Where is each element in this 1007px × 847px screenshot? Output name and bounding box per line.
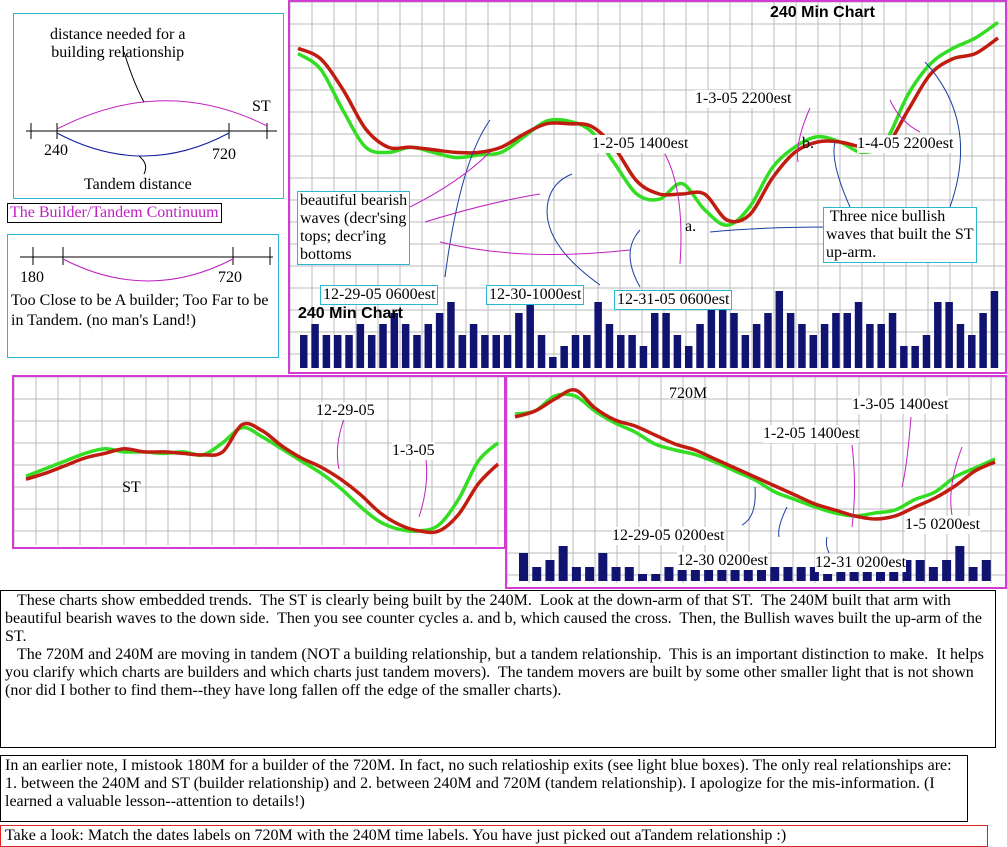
- volume-bar: [447, 302, 455, 368]
- bullish-waves-note: Three nice bullish waves that built the ST up-arm.: [823, 207, 977, 263]
- volume-bar: [560, 346, 568, 368]
- st-label: ST: [122, 479, 141, 496]
- volume-bar: [311, 324, 319, 368]
- volume-bar: [640, 346, 648, 368]
- volume-bar: [402, 324, 410, 368]
- volume-bar: [651, 574, 660, 581]
- label-1-5: 1-5 0200est: [905, 516, 981, 533]
- pointer-12-29: [337, 419, 344, 469]
- volume-bar: [942, 560, 951, 581]
- volume-bar: [968, 335, 976, 368]
- pointer-bearish-1: [425, 194, 540, 222]
- volume-bar: [900, 346, 908, 368]
- volume-bar: [662, 313, 670, 368]
- volume-bar: [606, 324, 614, 368]
- explanation-p1: These charts show embedded trends. The ST is clearly being built by the 240M. Look at the down-arm of that ST. The 240M built that arm with beautiful bearish waves to the down side. Then you see counter cycles a. and b, which caused the cross. Then, the Bullish waves built the up-arm of the ST.: [5, 592, 986, 645]
- volume-bar: [504, 335, 512, 368]
- label-1-2-05: 1-2-05 1400est: [763, 425, 860, 442]
- volume-bar: [753, 324, 761, 368]
- series-red-line: [26, 423, 498, 532]
- volume-bar: [934, 302, 942, 368]
- distance-arc: [57, 101, 267, 129]
- volume-bar: [572, 567, 581, 581]
- volume-bar: [334, 335, 342, 368]
- volume-bar: [855, 302, 863, 368]
- volume-bar: [929, 567, 938, 581]
- volume-bar: [651, 313, 659, 368]
- volume-bar: [911, 346, 919, 368]
- volume-bar: [764, 313, 772, 368]
- volume-bar: [877, 324, 885, 368]
- chart-720-panel: [505, 375, 1007, 589]
- label-12-31-05: 12-31-05 0600est: [614, 290, 732, 310]
- label-12-29-05: 12-29-05: [316, 402, 375, 419]
- volume-bar: [559, 546, 568, 581]
- volume-bar: [982, 560, 991, 581]
- tandem-distance-label: Tandem distance: [84, 176, 192, 193]
- continuum-title: The Builder/Tandem Continuum: [7, 203, 222, 223]
- volume-240-title: 240 Min Chart: [298, 305, 403, 322]
- bearish-waves-note: beautiful bearish waves (decr'sing tops; decr'ing bottoms: [297, 191, 410, 265]
- volume-bar: [625, 567, 634, 581]
- distance-label: distance needed for a building relationship: [50, 26, 186, 61]
- label-12-30: 12-30 0200est: [677, 552, 769, 569]
- volume-bar: [526, 302, 534, 368]
- volume-bar: [730, 313, 738, 368]
- pointer-12-29: [445, 120, 490, 277]
- volume-bar: [957, 324, 965, 368]
- volume-bar: [470, 324, 478, 368]
- volume-bar: [585, 567, 594, 581]
- tandem-arc: [57, 133, 229, 156]
- volume-bar: [583, 335, 591, 368]
- volume-bar: [955, 546, 964, 581]
- volume-bar: [617, 335, 625, 368]
- volume-bar: [515, 313, 523, 368]
- label-1-3-05: 1-3-05 1400est: [852, 396, 949, 413]
- explanation-p2: The 720M and 240M are moving in tandem (NOT a building relationship, but a tandem relationship. This is an important distinction to make. It helps you clarify which charts are builders and which charts just tandem movers). The tandem movers are built by some other smaller light that is not shown (nor did I bother to find them--they have long fallen off the edge of the smaller charts).: [5, 646, 988, 699]
- noman-box: [7, 234, 279, 358]
- volume-bar: [425, 324, 433, 368]
- tandem-pointer: [139, 156, 146, 174]
- volume-bar: [368, 335, 376, 368]
- st-label: ST: [252, 98, 271, 115]
- volume-bar: [594, 302, 602, 368]
- tick-240-label: 240: [44, 142, 68, 159]
- volume-bar: [628, 335, 636, 368]
- takeaway-text: Take a look: Match the dates labels on 720M with the 240M time labels. You have just picked out aTandem relationship :): [0, 825, 988, 847]
- tick-180-label: 180: [20, 269, 44, 286]
- volume-bar: [674, 335, 682, 368]
- volume-bar: [545, 560, 554, 581]
- volume-bar: [823, 574, 832, 581]
- volume-bar: [923, 335, 931, 368]
- volume-bar: [572, 335, 580, 368]
- volume-bar: [549, 357, 557, 368]
- volume-bar: [843, 313, 851, 368]
- volume-bar: [664, 567, 673, 581]
- explanation-text: [0, 590, 996, 748]
- pointer-12-31: [630, 230, 640, 287]
- volume-bar: [889, 313, 897, 368]
- volume-bar: [945, 302, 953, 368]
- volume-bar: [708, 302, 716, 368]
- volume-bar: [770, 567, 779, 581]
- volume-bar: [459, 335, 467, 368]
- volume-bar: [323, 335, 331, 368]
- volume-bar: [787, 313, 795, 368]
- annotation-1-2-05: 1-2-05 1400est: [592, 135, 689, 152]
- label-12-29-05: 12-29-05 0200est: [612, 527, 725, 544]
- label-12-30: 12-30-1000est: [486, 285, 584, 305]
- annotation-1-4-05: 1-4-05 2200est: [857, 135, 954, 152]
- pointer-12-31: [826, 537, 829, 553]
- volume-bar: [866, 324, 874, 368]
- label-12-29-05: 12-29-05 0600est: [320, 285, 438, 305]
- volume-bar: [379, 324, 387, 368]
- volume-bar: [742, 335, 750, 368]
- builder-diagram-box: [13, 13, 284, 199]
- volume-bar: [685, 346, 693, 368]
- chart-240-panel: [288, 0, 1007, 374]
- volume-bar: [598, 553, 607, 581]
- volume-bar: [969, 567, 978, 581]
- annotation-a: a.: [685, 218, 697, 235]
- tick-720-label: 720: [212, 146, 236, 163]
- volume-bar: [783, 567, 792, 581]
- chart-st-panel: [12, 375, 506, 549]
- volume-bar: [413, 335, 421, 368]
- pointer-1-2-05: [665, 154, 681, 264]
- pointer-bullish-1: [710, 227, 830, 232]
- volume-bar: [696, 324, 704, 368]
- volume-bar: [776, 291, 784, 368]
- volume-bar: [638, 574, 647, 581]
- volume-bar: [979, 313, 987, 368]
- pointer-12-30: [779, 507, 787, 537]
- volume-bar: [916, 560, 925, 581]
- correction-text: In an earlier note, I mistook 180M for a builder of the 720M. In fact, no such relatioship exits (see light blue boxes). The only real relationships are: 1. between the 240M and ST (builder relationship) and 2. between 240M and 720M (tandem relationship). I apologize for the mis-information. (I learned a valuable lesson--attention to details!): [0, 755, 968, 822]
- volume-bar: [357, 324, 365, 368]
- pointer-12-30: [547, 174, 600, 285]
- label-12-31: 12-31 0200est: [815, 554, 907, 571]
- chart-720-title: 720M: [669, 385, 708, 402]
- volume-bar: [538, 335, 546, 368]
- volume-bar: [612, 567, 621, 581]
- chart-240-title: 240 Min Chart: [770, 4, 875, 21]
- noman-arc: [63, 259, 233, 281]
- volume-bar: [300, 335, 308, 368]
- noman-text: Too Close to be A builder; Too Far to be in Tandem. (no man's Land!): [11, 292, 269, 329]
- volume-bar: [810, 335, 818, 368]
- volume-bar: [991, 291, 999, 368]
- volume-bar: [345, 335, 353, 368]
- pointer-1-3-05: [419, 459, 427, 517]
- pointer-bullish-2: [834, 142, 850, 207]
- annotation-b: b.: [802, 135, 814, 152]
- volume-bar: [532, 567, 541, 581]
- chart-st-svg: [14, 377, 504, 547]
- volume-bar: [519, 553, 528, 581]
- annotation-1-3-05: 1-3-05 2200est: [695, 90, 792, 107]
- volume-bar: [481, 335, 489, 368]
- label-1-3-05: 1-3-05: [392, 442, 435, 459]
- tick-720-label: 720: [218, 269, 242, 286]
- volume-bar: [436, 313, 444, 368]
- volume-bar: [492, 335, 500, 368]
- volume-bar: [797, 567, 806, 581]
- volume-bar: [821, 324, 829, 368]
- volume-bar: [798, 324, 806, 368]
- volume-bar: [832, 313, 840, 368]
